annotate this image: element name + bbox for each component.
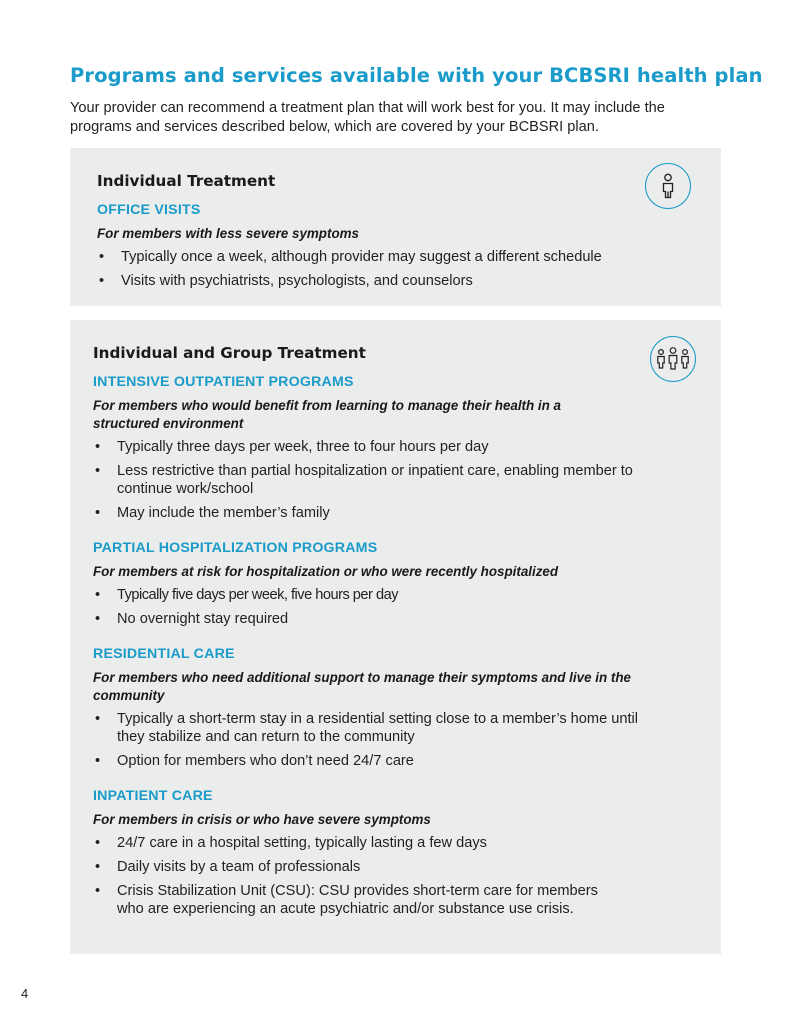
group-treatment-panel — [70, 320, 721, 954]
bullet-item: • Less restrictive than partial hospitalization or inpatient care, enabling member to continue work/school — [93, 462, 653, 498]
bullet-item: • Visits with psychiatrists, psychologists, and counselors — [97, 272, 657, 290]
page-number: 4 — [21, 986, 29, 1001]
bullet-item: • Typically five days per week, five hours per day — [93, 586, 653, 604]
partial-hospitalization-section — [93, 539, 653, 628]
section-subtitle: For members at risk for hospitalization or who were recently hospitalized — [93, 564, 559, 579]
bullet-item: • 24/7 care in a hospital setting, typically lasting a few days — [93, 834, 653, 852]
residential-care-section — [93, 645, 653, 770]
section-title: PARTIAL HOSPITALIZATION PROGRAMS — [93, 540, 378, 556]
bullet-item: • Crisis Stabilization Unit (CSU): CSU provides short-term care for members who are experiencing an acute psychiatric and/or substance use crisis. — [93, 882, 617, 918]
bullet-item: • Option for members who don’t need 24/7 care — [93, 752, 653, 770]
individual-treatment-panel — [70, 148, 721, 306]
bullet-list — [93, 586, 653, 628]
intensive-outpatient-section — [93, 373, 653, 522]
page-title: Programs and services available with your BCBSRI health plan — [70, 64, 763, 87]
group-icon — [650, 336, 696, 382]
section-subtitle: For members in crisis or who have severe symptoms — [93, 812, 431, 827]
section-title: OFFICE VISITS — [97, 202, 201, 218]
bullet-list — [97, 248, 657, 290]
panel-heading: Individual Treatment — [97, 172, 276, 190]
intro-paragraph: Your provider can recommend a treatment plan that will work best for you. It may include the programs and services described below, which are covered by your BCBSRI plan. — [70, 100, 665, 135]
bullet-item: • May include the member’s family — [93, 504, 653, 522]
inpatient-care-section — [93, 787, 653, 918]
bullet-item: • Daily visits by a team of professionals — [93, 858, 653, 876]
bullet-list — [93, 834, 653, 918]
bullet-list — [93, 438, 653, 522]
section-title: INTENSIVE OUTPATIENT PROGRAMS — [93, 374, 354, 390]
section-title: RESIDENTIAL CARE — [93, 646, 235, 662]
bullet-list — [93, 710, 653, 770]
bullet-item: • Typically once a week, although provider may suggest a different schedule — [97, 248, 657, 266]
panel-heading: Individual and Group Treatment — [93, 344, 366, 362]
section-subtitle: For members who need additional support to manage their symptoms and live in the community — [93, 670, 631, 703]
office-visits-section — [97, 201, 657, 290]
bullet-item: • Typically three days per week, three to four hours per day — [93, 438, 653, 456]
bullet-item: • No overnight stay required — [93, 610, 653, 628]
section-subtitle: For members who would benefit from learning to manage their health in a structured environment — [93, 398, 561, 431]
section-title: INPATIENT CARE — [93, 788, 213, 804]
section-subtitle: For members with less severe symptoms — [97, 226, 359, 241]
bullet-item: • Typically a short-term stay in a residential setting close to a member’s home until they stabilize and can return to the community — [93, 710, 653, 746]
